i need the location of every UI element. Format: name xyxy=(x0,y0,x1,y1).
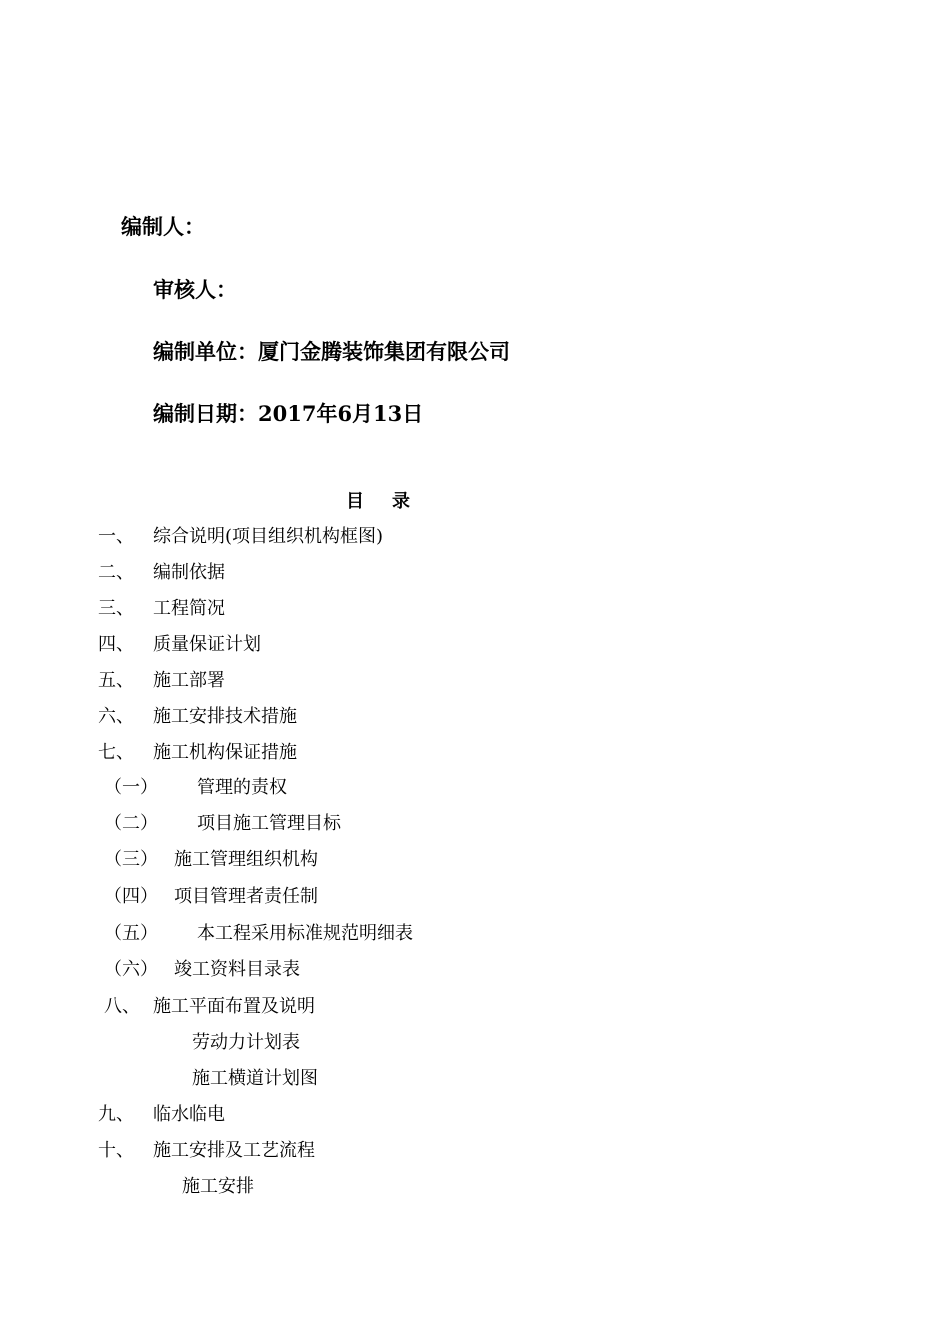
compiler-label: 编制人： xyxy=(121,214,205,239)
toc-item-number: 九、 xyxy=(98,1104,134,1125)
toc-item-number: 五、 xyxy=(98,670,134,691)
toc-subitem-number: （二） xyxy=(104,813,158,834)
date-label: 编制日期：2017年6月13日 xyxy=(153,401,424,426)
toc-item-number: 八、 xyxy=(104,996,140,1017)
toc-subitem-text: 劳动力计划表 xyxy=(192,1032,300,1053)
reviewer-label: 审核人： xyxy=(153,277,237,302)
toc-subitem-number: （六） xyxy=(104,959,158,980)
toc-subitem-text: 管理的责权 xyxy=(197,777,287,798)
toc-item-number: 六、 xyxy=(98,706,134,727)
toc-item-text: 质量保证计划 xyxy=(153,634,261,655)
toc-subitem-text: 施工横道计划图 xyxy=(192,1068,318,1089)
toc-item-number: 十、 xyxy=(98,1140,134,1161)
toc-item-text: 临水临电 xyxy=(153,1104,225,1125)
toc-item-text: 施工安排技术措施 xyxy=(153,706,297,727)
toc-title: 目录 xyxy=(346,491,438,512)
toc-item-number: 三、 xyxy=(98,598,134,619)
toc-subitem-number: （三） xyxy=(104,849,158,870)
toc-item-number: 七、 xyxy=(98,742,134,763)
toc-subitem-number: （四） xyxy=(104,886,158,907)
toc-subitem-text: 施工管理组织机构 xyxy=(174,849,318,870)
toc-item-text: 施工安排及工艺流程 xyxy=(153,1140,315,1161)
toc-item-number: 二、 xyxy=(98,562,134,583)
toc-subitem-text: 竣工资料目录表 xyxy=(174,959,300,980)
toc-item-number: 四、 xyxy=(98,634,134,655)
toc-item-text: 工程简况 xyxy=(153,598,225,619)
unit-label: 编制单位：厦门金腾装饰集团有限公司 xyxy=(153,339,510,364)
toc-subitem-text: 项目管理者责任制 xyxy=(174,886,318,907)
toc-item-text: 综合说明(项目组织机构框图) xyxy=(153,526,384,547)
toc-item-text: 编制依据 xyxy=(153,562,225,583)
toc-item-text: 施工平面布置及说明 xyxy=(153,996,315,1017)
toc-subitem-text: 本工程采用标准规范明细表 xyxy=(197,923,413,944)
toc-item-text: 施工机构保证措施 xyxy=(153,742,297,763)
toc-subitem-number: （一） xyxy=(104,777,158,798)
toc-subitem-text: 项目施工管理目标 xyxy=(197,813,341,834)
toc-item-text: 施工部署 xyxy=(153,670,225,691)
toc-subitem-number: （五） xyxy=(104,923,158,944)
toc-item-number: 一、 xyxy=(98,526,134,547)
toc-subitem-text: 施工安排 xyxy=(182,1176,254,1197)
